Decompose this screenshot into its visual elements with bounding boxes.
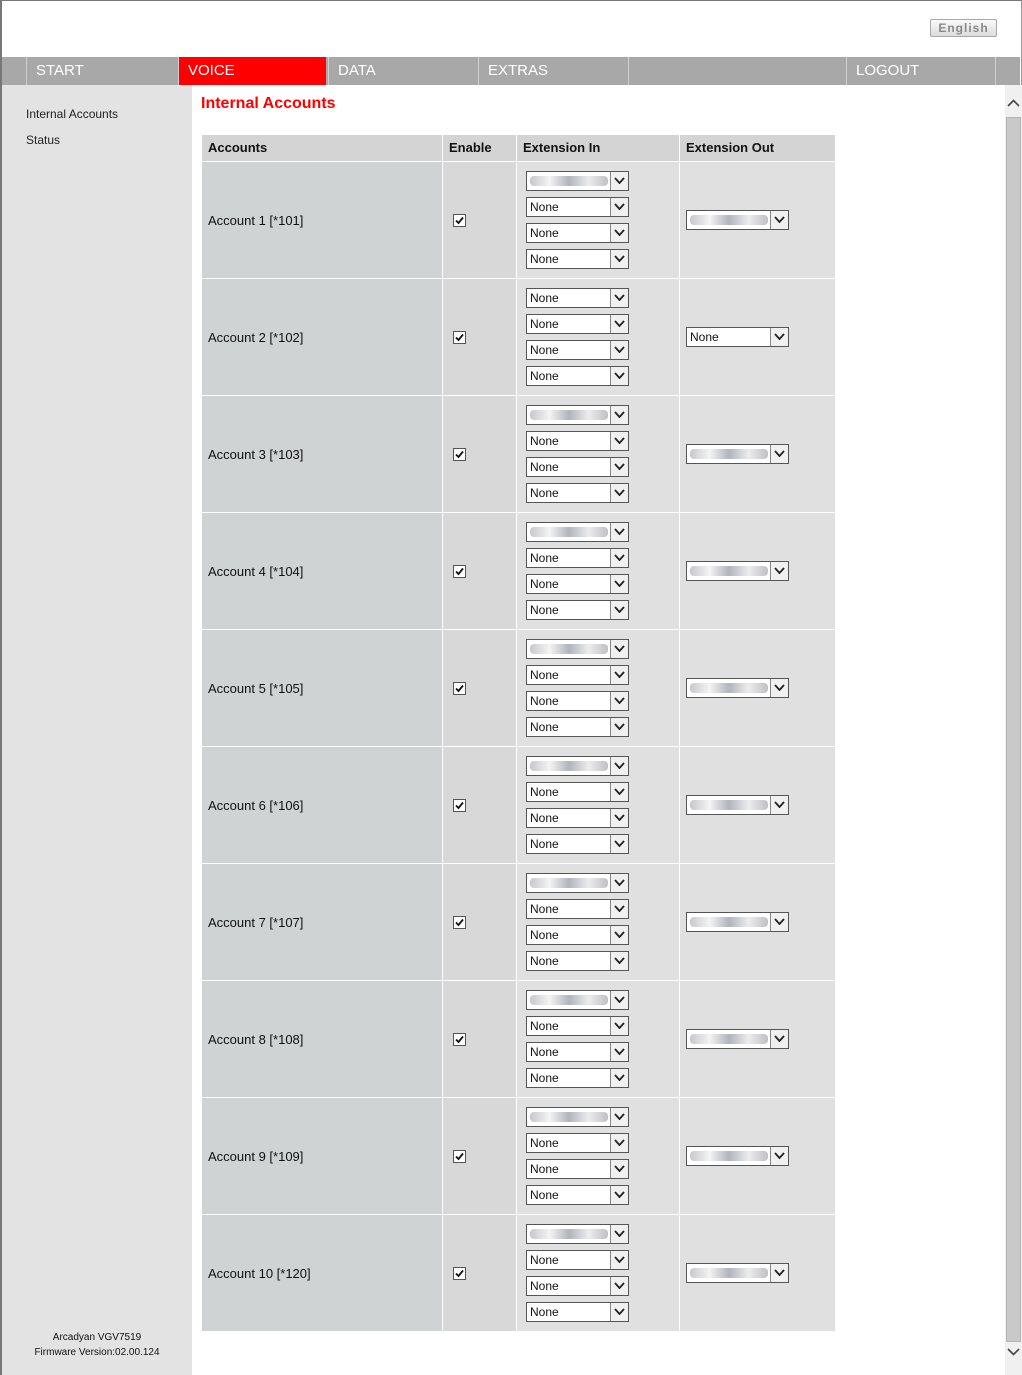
table-row [202,981,835,1097]
select-value [530,1229,608,1239]
select-value: None [530,1253,559,1267]
select-value: None [530,1136,559,1150]
table-row [202,747,835,863]
extension-in-cell [517,396,679,512]
column-header-extension-in: Extension In [517,135,679,161]
nav-extras[interactable]: EXTRAS [478,57,626,85]
dropdown-arrow-icon [610,1160,628,1178]
extension-in-select[interactable] [526,288,629,308]
select-value [530,176,608,186]
dropdown-arrow-icon [610,1043,628,1061]
scrollbar-thumb[interactable] [1006,117,1021,1342]
nav-voice[interactable]: VOICE [178,57,326,85]
table-row [202,279,835,395]
extension-in-select[interactable] [526,1133,629,1153]
table-row [202,162,835,278]
checkbox-check-icon [454,332,465,343]
dropdown-arrow-icon [610,874,628,892]
select-value: None [530,1305,559,1319]
extension-out-cell [680,1098,835,1214]
sidebar-item-internal-accounts[interactable]: Internal Accounts [26,107,119,121]
column-header-accounts: Accounts [202,135,442,161]
checkbox-check-icon [454,683,465,694]
dropdown-arrow-icon [610,601,628,619]
extension-in-select[interactable] [526,756,629,776]
extension-in-select[interactable] [526,925,629,945]
dropdown-arrow-icon [610,1277,628,1295]
dropdown-arrow-icon [610,991,628,1009]
account-name: Account 8 [*108] [202,981,442,1097]
enable-cell [443,1215,516,1331]
dropdown-arrow-icon [610,198,628,216]
dropdown-arrow-icon [610,432,628,450]
nav-spacer [628,57,846,85]
dropdown-arrow-icon [610,1225,628,1243]
extension-in-select[interactable] [526,340,629,360]
select-value [690,683,768,693]
language-button[interactable]: English [930,19,997,37]
dropdown-arrow-icon [610,406,628,424]
column-header-extension-out: Extension Out [680,135,835,161]
dropdown-arrow-icon [610,315,628,333]
select-value: None [530,252,559,266]
scroll-up-icon[interactable] [1005,95,1022,112]
extension-in-cell [517,162,679,278]
select-value [690,1034,768,1044]
extension-in-select[interactable] [526,171,629,191]
enable-cell [443,630,516,746]
extension-in-select[interactable] [526,405,629,425]
table-row [202,396,835,512]
extension-in-cell [517,864,679,980]
select-value: None [530,668,559,682]
extension-out-select[interactable] [686,210,789,230]
sidebar-item-status[interactable]: Status [26,133,61,147]
extension-out-select[interactable] [686,1263,789,1283]
extension-in-select[interactable] [526,1159,629,1179]
dropdown-arrow-icon [610,484,628,502]
enable-checkbox[interactable] [453,1150,466,1163]
enable-checkbox[interactable] [453,565,466,578]
extension-in-select[interactable] [526,990,629,1010]
extension-in-select[interactable] [526,691,629,711]
select-value [690,566,768,576]
page-title: Internal Accounts [201,95,336,112]
select-value: None [530,226,559,240]
enable-checkbox[interactable] [453,1267,466,1280]
extension-out-select[interactable] [686,678,789,698]
extension-in-select[interactable] [526,1276,629,1296]
select-value: None [530,200,559,214]
extension-out-select[interactable] [686,444,789,464]
select-value [530,878,608,888]
select-value: None [530,343,559,357]
select-value: None [530,603,559,617]
extension-in-select[interactable] [526,314,629,334]
extension-out-cell [680,747,835,863]
account-name: Account 4 [*104] [202,513,442,629]
enable-cell [443,864,516,980]
select-value: None [530,902,559,916]
extension-in-select[interactable] [526,574,629,594]
select-value [530,1112,608,1122]
checkbox-check-icon [454,800,465,811]
dropdown-arrow-icon [610,926,628,944]
dropdown-arrow-icon [610,549,628,567]
extension-in-select[interactable] [526,249,629,269]
extension-out-cell [680,1215,835,1331]
scroll-down-icon[interactable] [1005,1343,1022,1360]
checkbox-check-icon [454,1151,465,1162]
checkbox-check-icon [454,917,465,928]
extension-in-select[interactable] [526,431,629,451]
extension-in-select[interactable] [526,1068,629,1088]
sidebar [2,85,192,1375]
enable-checkbox[interactable] [453,682,466,695]
dropdown-arrow-icon [610,666,628,684]
extension-in-select[interactable] [526,834,629,854]
select-value: None [530,434,559,448]
enable-cell [443,1098,516,1214]
dropdown-arrow-icon [610,289,628,307]
dropdown-arrow-icon [770,1030,788,1048]
dropdown-arrow-icon [610,1303,628,1321]
enable-cell [443,981,516,1097]
enable-checkbox[interactable] [453,448,466,461]
enable-cell [443,279,516,395]
dropdown-arrow-icon [610,341,628,359]
extension-in-cell [517,747,679,863]
account-name: Account 1 [*101] [202,162,442,278]
select-value: None [530,720,559,734]
dropdown-arrow-icon [770,211,788,229]
select-value: None [530,486,559,500]
enable-cell [443,396,516,512]
select-value: None [690,330,719,344]
extension-in-select[interactable] [526,197,629,217]
dropdown-arrow-icon [610,900,628,918]
select-value: None [530,954,559,968]
account-name: Account 7 [*107] [202,864,442,980]
extension-out-cell [680,162,835,278]
enable-cell [443,747,516,863]
nav-start[interactable]: START [26,57,176,85]
dropdown-arrow-icon [610,640,628,658]
table-row [202,630,835,746]
select-value: None [530,1045,559,1059]
dropdown-arrow-icon [770,328,788,346]
dropdown-arrow-icon [770,1147,788,1165]
dropdown-arrow-icon [610,1108,628,1126]
dropdown-arrow-icon [610,250,628,268]
dropdown-arrow-icon [610,523,628,541]
main-navbar [2,57,1020,85]
select-value [530,995,608,1005]
extension-in-select[interactable] [526,1107,629,1127]
dropdown-arrow-icon [610,575,628,593]
checkbox-check-icon [454,1034,465,1045]
dropdown-arrow-icon [610,692,628,710]
select-value [690,917,768,927]
select-value: None [530,1279,559,1293]
extension-out-select[interactable] [686,1146,789,1166]
extension-out-cell [680,513,835,629]
enable-checkbox[interactable] [453,1033,466,1046]
nav-logout[interactable]: LOGOUT [846,57,996,85]
extension-in-select[interactable] [526,1042,629,1062]
extension-in-cell [517,981,679,1097]
dropdown-arrow-icon [610,172,628,190]
extension-in-select[interactable] [526,1185,629,1205]
dropdown-arrow-icon [610,367,628,385]
extension-in-select[interactable] [526,808,629,828]
dropdown-arrow-icon [610,1251,628,1269]
dropdown-arrow-icon [610,1186,628,1204]
extension-out-select[interactable] [686,561,789,581]
vertical-scrollbar[interactable] [1005,85,1022,1375]
extension-in-select[interactable] [526,1016,629,1036]
dropdown-arrow-icon [610,458,628,476]
extension-in-select[interactable] [526,1302,629,1322]
firmware-version: Firmware Version:02.00.124 [34,1347,160,1358]
select-value [690,449,768,459]
dropdown-arrow-icon [610,1017,628,1035]
account-name: Account 6 [*106] [202,747,442,863]
extension-out-select[interactable] [686,327,789,347]
select-value: None [530,1071,559,1085]
extension-out-select[interactable] [686,912,789,932]
extension-in-select[interactable] [526,548,629,568]
dropdown-arrow-icon [770,679,788,697]
extension-in-cell [517,630,679,746]
dropdown-arrow-icon [610,835,628,853]
select-value: None [530,1162,559,1176]
dropdown-arrow-icon [610,1134,628,1152]
select-value: None [530,1188,559,1202]
dropdown-arrow-icon [610,757,628,775]
select-value: None [530,928,559,942]
enable-checkbox[interactable] [453,331,466,344]
select-value: None [530,694,559,708]
checkbox-check-icon [454,566,465,577]
extension-in-select[interactable] [526,873,629,893]
extension-out-cell [680,279,835,395]
select-value: None [530,369,559,383]
account-name: Account 5 [*105] [202,630,442,746]
extension-out-cell [680,981,835,1097]
select-value [690,800,768,810]
dropdown-arrow-icon [610,224,628,242]
dropdown-arrow-icon [770,796,788,814]
enable-cell [443,513,516,629]
select-value [690,215,768,225]
account-name: Account 2 [*102] [202,279,442,395]
dropdown-arrow-icon [770,445,788,463]
checkbox-check-icon [454,449,465,460]
extension-in-cell [517,1215,679,1331]
select-value: None [530,317,559,331]
table-row [202,513,835,629]
dropdown-arrow-icon [610,1069,628,1087]
account-name: Account 10 [*120] [202,1215,442,1331]
extension-in-select[interactable] [526,457,629,477]
extension-in-select[interactable] [526,483,629,503]
extension-in-select[interactable] [526,717,629,737]
dropdown-arrow-icon [770,562,788,580]
select-value [530,644,608,654]
enable-checkbox[interactable] [453,916,466,929]
extension-in-select[interactable] [526,665,629,685]
select-value: None [530,551,559,565]
dropdown-arrow-icon [610,952,628,970]
extension-in-cell [517,1098,679,1214]
nav-data[interactable]: DATA [328,57,476,85]
select-value: None [530,577,559,591]
extension-in-select[interactable] [526,522,629,542]
table-row [202,864,835,980]
table-row [202,1098,835,1214]
select-value: None [530,837,559,851]
extension-out-cell [680,396,835,512]
dropdown-arrow-icon [770,913,788,931]
checkbox-check-icon [454,1268,465,1279]
dropdown-arrow-icon [610,809,628,827]
extension-in-cell [517,279,679,395]
select-value [690,1151,768,1161]
extension-in-select[interactable] [526,600,629,620]
enable-cell [443,162,516,278]
extension-out-cell [680,630,835,746]
select-value [690,1268,768,1278]
select-value: None [530,460,559,474]
account-name: Account 9 [*109] [202,1098,442,1214]
table-row [202,1215,835,1331]
checkbox-check-icon [454,215,465,226]
column-header-enable: Enable [443,135,516,161]
extension-in-select[interactable] [526,782,629,802]
extension-in-select[interactable] [526,639,629,659]
select-value [530,410,608,420]
extension-out-select[interactable] [686,1029,789,1049]
extension-in-select[interactable] [526,899,629,919]
select-value: None [530,291,559,305]
extension-out-select[interactable] [686,795,789,815]
extension-in-select[interactable] [526,223,629,243]
account-name: Account 3 [*103] [202,396,442,512]
select-value: None [530,785,559,799]
select-value [530,527,608,537]
extension-in-cell [517,513,679,629]
select-value [530,761,608,771]
select-value: None [530,1019,559,1033]
dropdown-arrow-icon [770,1264,788,1282]
enable-checkbox[interactable] [453,799,466,812]
extension-in-select[interactable] [526,1224,629,1244]
enable-checkbox[interactable] [453,214,466,227]
extension-in-select[interactable] [526,951,629,971]
device-model: Arcadyan VGV7519 [52,1332,142,1343]
select-value: None [530,811,559,825]
extension-out-cell [680,864,835,980]
extension-in-select[interactable] [526,1250,629,1270]
dropdown-arrow-icon [610,783,628,801]
extension-in-select[interactable] [526,366,629,386]
dropdown-arrow-icon [610,718,628,736]
